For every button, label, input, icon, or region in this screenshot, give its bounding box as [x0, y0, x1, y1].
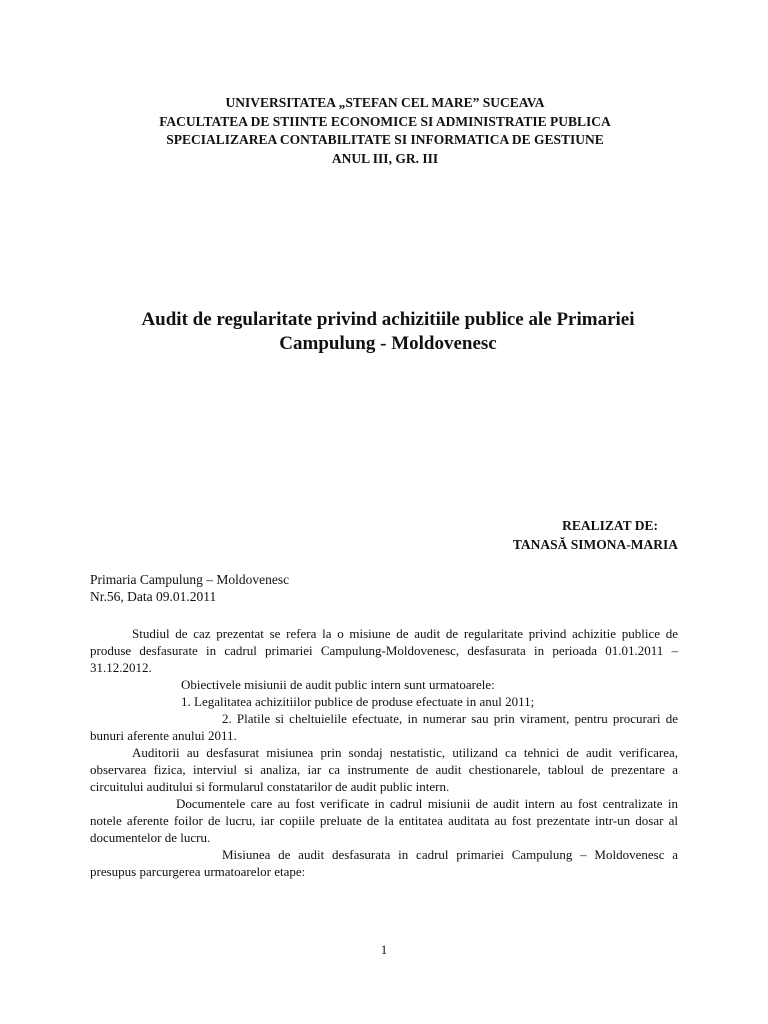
university-header: [90, 94, 680, 168]
page-number: 1: [380, 942, 388, 957]
paragraph-objectives: Obiectivele misiunii de audit public intern sunt urmatoarele:: [181, 677, 495, 692]
objective-item-2: 2. Platile si cheltuielile efectuate, in numerar sau prin virament, pentru procurari de bunuri aferente anului 2011.: [90, 711, 678, 743]
header-year-group: ANUL III, GR. III: [331, 150, 439, 166]
title-line-2: Campulung - Moldovenesc: [279, 333, 497, 354]
meta-number-date: Nr.56, Data 09.01.2011: [90, 589, 217, 604]
author-block: [513, 516, 678, 554]
document-meta: [90, 571, 289, 605]
paragraph-auditors: Auditorii au desfasurat misiunea prin sondaj nestatistic, utilizand ca tehnici de audit verificarea, observarea fizica, interviul si analiza, iar ca instrumente de audit chestionarele, tabloul de prezentare a circuitului auditului si formularul constatarilor de audit public intern.: [90, 745, 678, 794]
meta-institution: Primaria Campulung – Moldovenesc: [90, 572, 290, 587]
paragraph-intro: Studiul de caz prezentat se refera la o misiune de audit de regularitate privind achizitie publice de produse desfasurate in cadrul primariei Campulung-Moldovenesc, desfasurata in perioada 01.01.2011 – 31.12.2012.: [90, 626, 678, 675]
author-name: TANASĂ SIMONA-MARIA: [512, 537, 678, 552]
title-line-1: Audit de regularitate privind achizitiile publice ale Primariei: [141, 309, 635, 330]
author-label: REALIZAT DE:: [562, 518, 658, 533]
header-faculty: FACULTATEA DE STIINTE ECONOMICE SI ADMINISTRATIE PUBLICA: [159, 113, 611, 129]
objective-item-1: 1. Legalitatea achizitiilor publice de produse efectuate in anul 2011;: [181, 694, 535, 709]
paragraph-mission: Misiunea de audit desfasurata in cadrul primariei Campulung – Moldovenesc a presupus parcurgerea urmatoarelor etape:: [90, 847, 678, 879]
document-title: [110, 308, 666, 356]
document-body: [90, 625, 678, 880]
paragraph-documents: Documentele care au fost verificate in cadrul misiunii de audit intern au fost centralizate in notele aferente foilor de lucru, iar copiile preluate de la entitatea auditata au fost prezentate intr-un dosar al documentelor de lucru.: [90, 796, 678, 845]
header-university: UNIVERSITATEA „STEFAN CEL MARE” SUCEAVA: [225, 95, 545, 110]
header-specialization: SPECIALIZAREA CONTABILITATE SI INFORMATICA DE GESTIUNE: [166, 132, 604, 147]
